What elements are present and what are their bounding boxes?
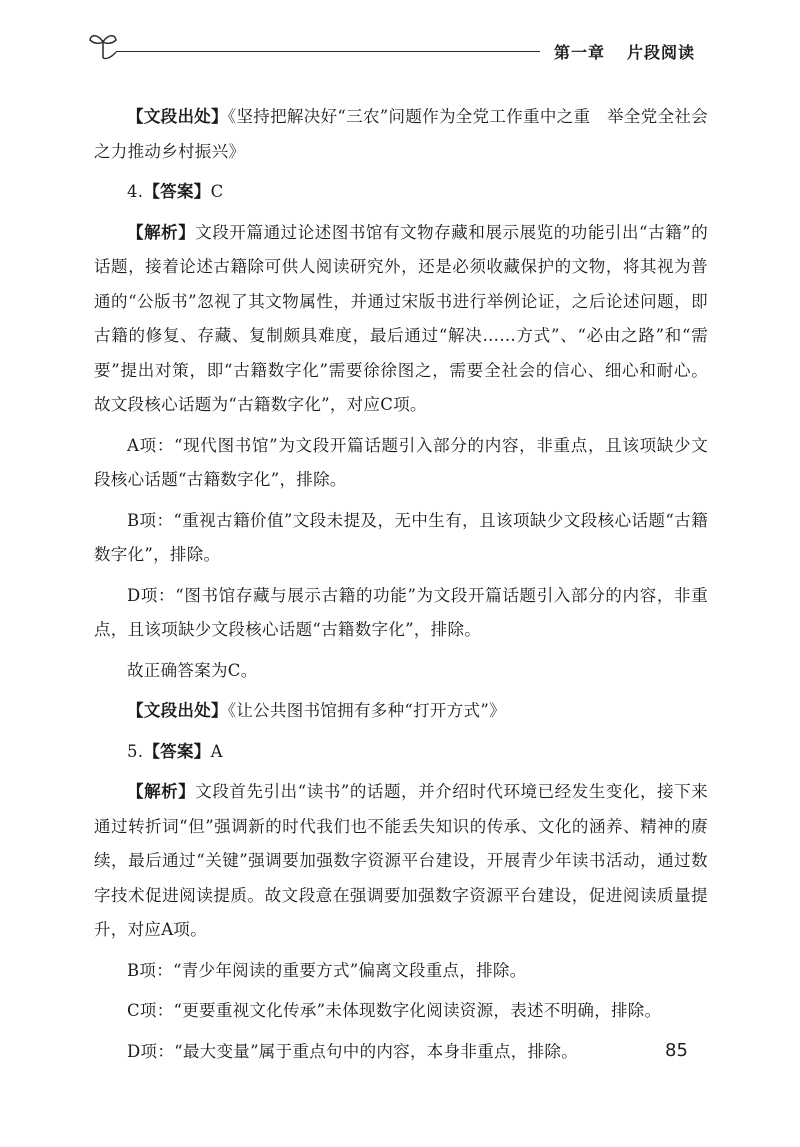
header-title (554, 40, 695, 63)
tag-label: 解析 (144, 782, 179, 801)
paragraph-text: 文段开篇通过论述图书馆有文物存藏和展示展览的功能引出“古籍”的话题，接着论述古籍除可供人阅读研究外，还是必须收藏保护的文物，将其视为普通的“公版书”忽视了其文物属性，并通过宋版书进行举例论证，之后论述问题，即古籍的修复、存藏、复制颇具难度，最后通过“解决……方式”、“必由之路”和“需要”提出对策，即“古籍数字化”需要徐徐图之，需要全社会的信心、细心和耐心。故文段核心话题为“古籍数字化”，对应C项。 (94, 222, 708, 414)
answer-letter: C (210, 182, 224, 201)
option-c-5 (94, 994, 708, 1029)
paragraph-text: 《坚持把解决好“三农”问题作为全党工作重中之重 举全党全社会之力推动乡村振兴》 (94, 107, 708, 161)
sprout-icon (88, 28, 118, 60)
paragraph-text: C项：“更要重视文化传承”未体现数字化阅读资源，表述不明确，排除。 (127, 1001, 662, 1020)
answer-5: 5.【答案】A (127, 741, 223, 761)
analysis-4: 【解析】文段开篇通过论述图书馆有文物存藏和展示展览的功能引出“古籍”的话题，接着论述古籍除可供人阅读研究外，还是必须收藏保护的文物，将其视为普通的“公版书”忽视了其文物属性，并通过宋版书进行举例论证，之后论述问题，即古籍的修复、存藏、复制颇具难度，最后通过“解决……方式”、“必由之路”和“需要”提出对策，即“古籍数字化”需要徐徐图之，需要全社会的信心、细心和耐心。故文段核心话题为“古籍数字化”，对应C项。 (94, 222, 708, 414)
page-number: 85 (665, 1040, 688, 1061)
paragraph-text: B项：“青少年阅读的重要方式”偏离文段重点，排除。 (127, 960, 527, 980)
paragraph-text: D项：“最大变量”属于重点句中的内容，本身非重点，排除。 (127, 1041, 578, 1061)
page-header (0, 0, 800, 70)
answer-4: 4.【答案】C (127, 182, 224, 201)
tag-label: 文段出处 (143, 701, 212, 720)
tag-label: 解析 (144, 222, 179, 242)
option-b-5 (94, 954, 708, 989)
question-number: 5. (127, 741, 144, 761)
source-paragraph-1: 【文段出处】《坚持把解决好“三农”问题作为全党工作重中之重 举全党全社会之力推动乡村振兴》 (94, 107, 708, 161)
option-d-4 (94, 579, 708, 648)
header-rule (116, 51, 540, 52)
tag-label: 文段出处 (143, 107, 212, 126)
paragraph-text: B项：“重视古籍价值”文段未提及，无中生有，且该项缺少文段核心话题“古籍数字化”，排除。 (94, 510, 708, 564)
chapter-label: 第一章 (554, 43, 606, 62)
paragraph-text: 《让公共图书馆拥有多种“打开方式”》 (227, 701, 506, 720)
paragraph-text: 故正确答案为C。 (127, 660, 258, 680)
tag-label: 答案 (160, 182, 194, 201)
paragraph-text: A项：“现代图书馆”为文段开篇话题引入部分的内容，非重点，且该项缺少文段核心话题“古籍数字化”，排除。 (94, 435, 708, 489)
answer-letter: A (210, 741, 223, 761)
tag-label: 答案 (160, 741, 194, 761)
question-number: 4. (127, 182, 144, 201)
paragraph-text: D项：“图书馆存藏与展示古籍的功能”为文段开篇话题引入部分的内容，非重点，且该项缺少文段核心话题“古籍数字化”，排除。 (94, 585, 708, 639)
option-d-5 (94, 1035, 708, 1070)
option-a-4 (94, 429, 708, 498)
option-b-4 (94, 504, 708, 573)
analysis-5: 【解析】文段首先引出“读书”的话题，并介绍时代环境已经发生变化，接下来通过转折词“但”强调新的时代我们也不能丢失知识的传承、文化的涵养、精神的赓续，最后通过“关键”强调要加强数字资源平台建设，开展青少年读书活动，通过数字技术促进阅读提质。故文段意在强调要加强数字资源平台建设，促进阅读质量提升，对应A项。 (94, 782, 708, 939)
paragraph-text: 文段首先引出“读书”的话题，并介绍时代环境已经发生变化，接下来通过转折词“但”强调新的时代我们也不能丢失知识的传承、文化的涵养、精神的赓续，最后通过“关键”强调要加强数字资源平台建设，开展青少年读书活动，通过数字技术促进阅读提质。故文段意在强调要加强数字资源平台建设，促进阅读质量提升，对应A项。 (94, 782, 708, 939)
conclusion-4 (94, 654, 708, 689)
section-label: 片段阅读 (627, 43, 696, 62)
answer-content (94, 100, 708, 1075)
source-paragraph-2: 【文段出处】《让公共图书馆拥有多种“打开方式”》 (127, 701, 506, 720)
